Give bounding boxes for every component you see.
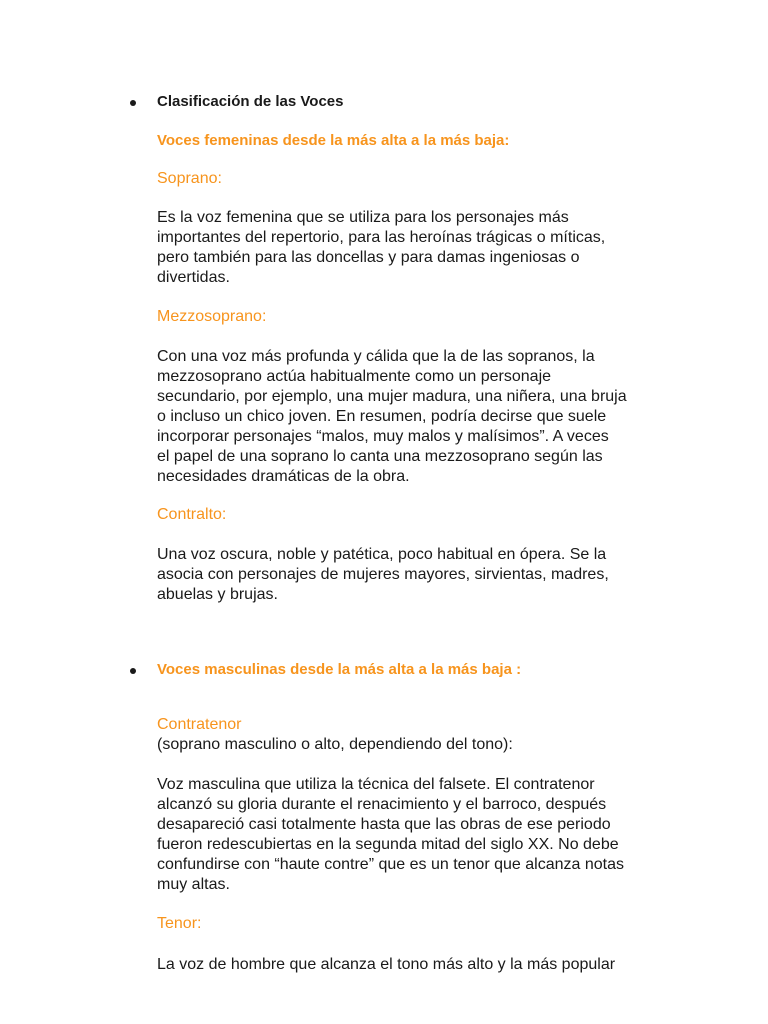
note-contratenor: (soprano masculino o alto, dependiendo del tono): [157,736,513,753]
text-line: Una voz oscura, noble y patética, poco habitual en ópera. Se la [157,546,607,563]
text-line: muy altas. [157,876,230,893]
section-title-classification: Clasificación de las Voces [157,93,344,110]
text-line: o incluso un chico joven. En resumen, podría decirse que suele [157,408,607,425]
paragraph-tenor [157,955,677,975]
text-line: Es la voz femenina que se utiliza para los personajes más [157,209,569,226]
paragraph-contralto [157,545,677,605]
paragraph-soprano [157,208,677,288]
paragraph-mezzosoprano [157,347,677,487]
paragraph-contratenor [157,775,677,895]
text-line: mezzosoprano actúa habitualmente como un personaje [157,368,552,385]
text-line: Voz masculina que utiliza la técnica del falsete. El contratenor [157,776,595,793]
text-line: La voz de hombre que alcanza el tono más alto y la más popular [157,956,616,973]
text-line: necesidades dramáticas de la obra. [157,468,410,485]
label-contratenor: Contratenor [157,716,242,733]
text-line: pero también para las doncellas y para damas ingeniosas o [157,249,580,266]
text-line: importantes del repertorio, para las heroínas trágicas o míticas, [157,229,606,246]
label-soprano: Soprano: [157,170,222,187]
text-line: incorporar personajes “malos, muy malos y malísimos”. A veces [157,428,609,445]
text-line: divertidas. [157,269,230,286]
text-line: abuelas y brujas. [157,586,278,603]
label-tenor: Tenor: [157,915,202,932]
text-line: Con una voz más profunda y cálida que la de las sopranos, la [157,348,595,365]
text-line: el papel de una soprano lo canta una mezzosoprano según las [157,448,603,465]
text-line: confundirse con “haute contre” que es un tenor que alcanza notas [157,856,624,873]
subtitle-female-voices: Voces femeninas desde la más alta a la más baja: [157,132,510,149]
text-line: asocia con personajes de mujeres mayores, sirvientas, madres, [157,566,609,583]
label-mezzosoprano: Mezzosoprano: [157,308,267,325]
text-line: desapareció casi totalmente hasta que las obras de ese periodo [157,816,611,833]
bullet-icon [130,100,136,106]
bullet-icon [130,668,136,674]
text-line: secundario, por ejemplo, una mujer madura, una niñera, una bruja [157,388,627,405]
label-contralto: Contralto: [157,506,227,523]
text-line: fueron redescubiertas en la segunda mitad del siglo XX. No debe [157,836,619,853]
text-line: alcanzó su gloria durante el renacimiento y el barroco, después [157,796,607,813]
section-title-male-voices: Voces masculinas desde la más alta a la más baja : [157,661,522,678]
